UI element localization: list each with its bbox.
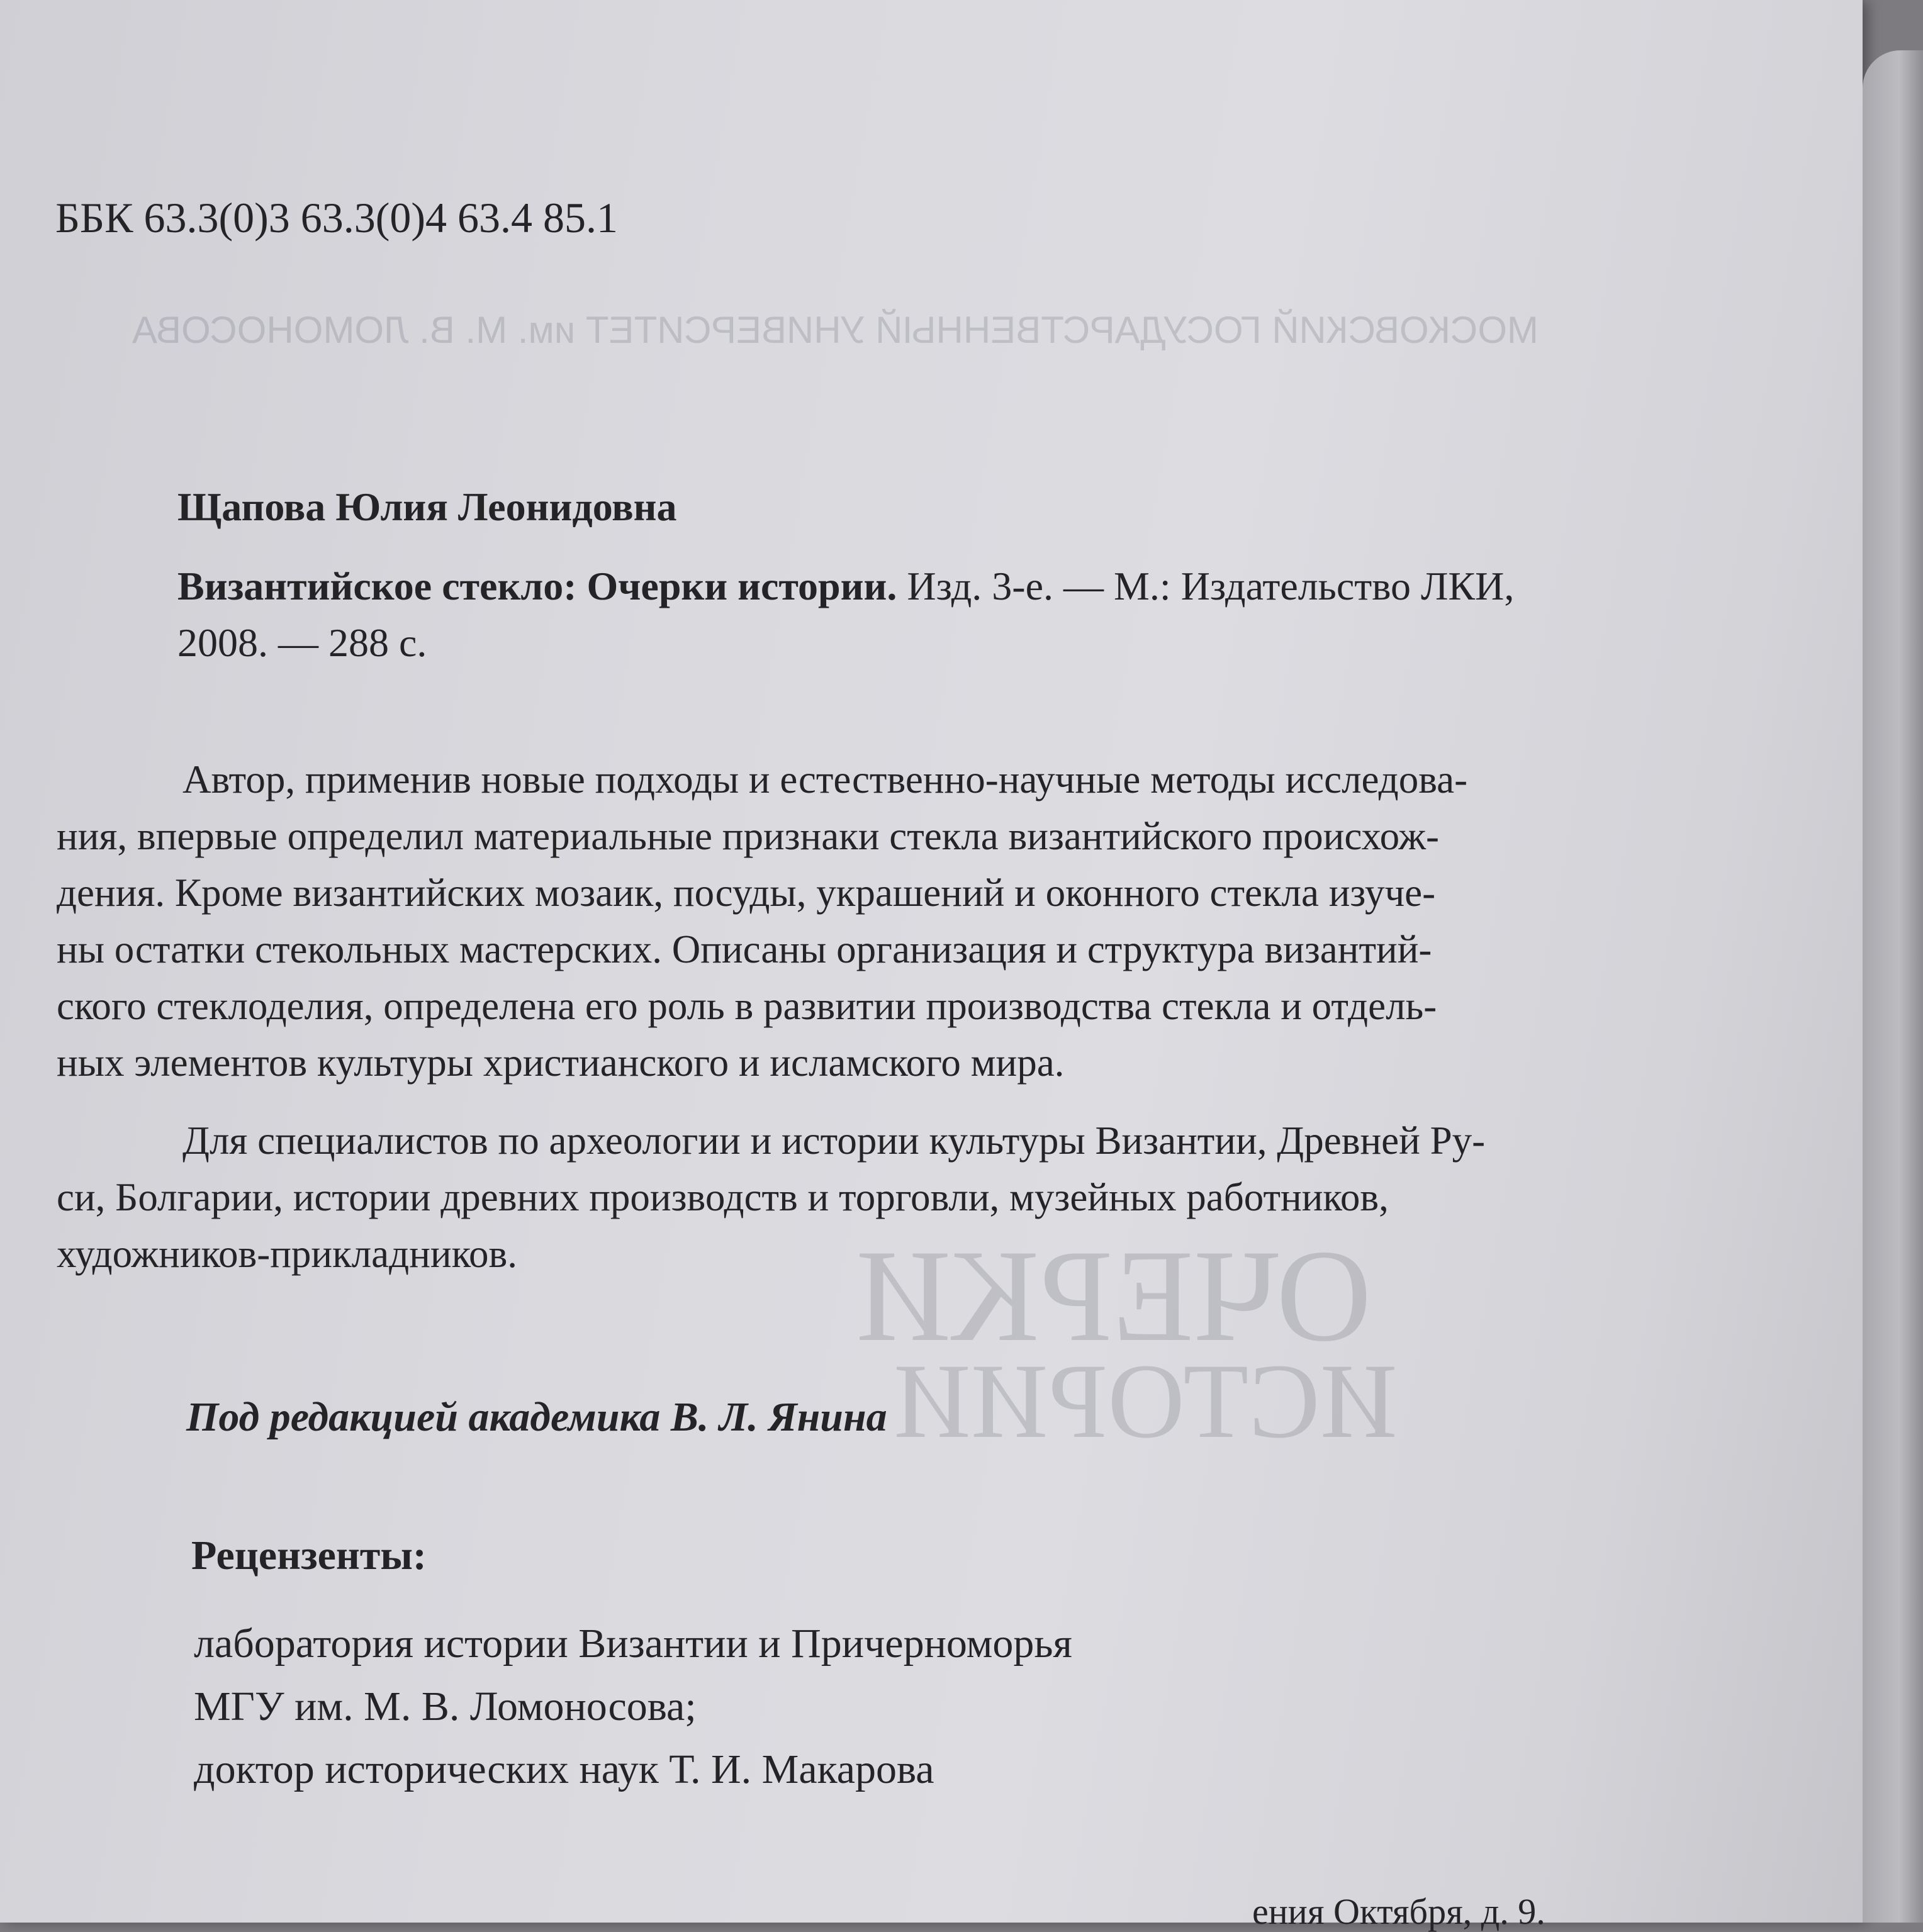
- abstract-line: ского стеклоделия, определена его роль в развитии производства стекла и отдель-: [57, 984, 1437, 1028]
- abstract-line: ных элементов культуры христианского и исламского мира.: [57, 1041, 1065, 1085]
- footer-address-fragment: ения Октября, д. 9.: [1252, 1891, 1545, 1932]
- reviewer-line: лаборатория истории Византии и Причерноморья: [194, 1621, 1072, 1667]
- edition-publisher: Изд. 3-е. — М.: Издательство ЛКИ,: [907, 564, 1515, 608]
- abstract-line: ния, впервые определил материальные признаки стекла византийского происхож-: [57, 814, 1440, 858]
- reviewer-line: МГУ им. М. В. Ломоносова;: [194, 1684, 697, 1729]
- reviewers-heading: Рецензенты:: [191, 1533, 427, 1578]
- year-pages: 2008. — 288 с.: [177, 620, 427, 665]
- author-name: Щапова Юлия Леонидовна: [177, 484, 677, 529]
- show-through-ornament-2: ИСТОРИИ: [894, 1342, 1398, 1460]
- audience-line: си, Болгарии, истории древних производств и торговли, музейных работников,: [57, 1175, 1389, 1219]
- audience-line: Для специалистов по археологии и истории культуры Византии, Древней Ру-: [182, 1119, 1486, 1163]
- editor-credit: Под редакцией академика В. Л. Янина: [186, 1394, 887, 1440]
- reviewer-line: доктор исторических наук Т. И. Макарова: [194, 1746, 934, 1792]
- next-page-edge: [1863, 50, 1923, 1923]
- bibliographic-title: [177, 566, 1514, 606]
- book-title: Византийское стекло: Очерки истории.: [177, 564, 897, 608]
- show-through-text: МОСКОВСКИЙ ГОСУДАРСТВЕННЫЙ УНИВЕРСИТЕТ им. М. В. ЛОМОНОСОВА: [132, 309, 1539, 351]
- show-through-ornament: ОЧЕРКИ: [856, 1223, 1372, 1369]
- bbk-classification: ББК 63.3(0)3 63.3(0)4 63.4 85.1: [55, 194, 619, 242]
- abstract-line: ны остатки стекольных мастерских. Описаны организация и структура византий-: [57, 927, 1432, 971]
- audience-line: художников-прикладников.: [57, 1232, 518, 1276]
- abstract-line: дения. Кроме византийских мозаик, посуды, украшений и оконного стекла изуче-: [57, 871, 1436, 915]
- abstract-line: Автор, применив новые подходы и естественно-научные методы исследова-: [182, 757, 1468, 801]
